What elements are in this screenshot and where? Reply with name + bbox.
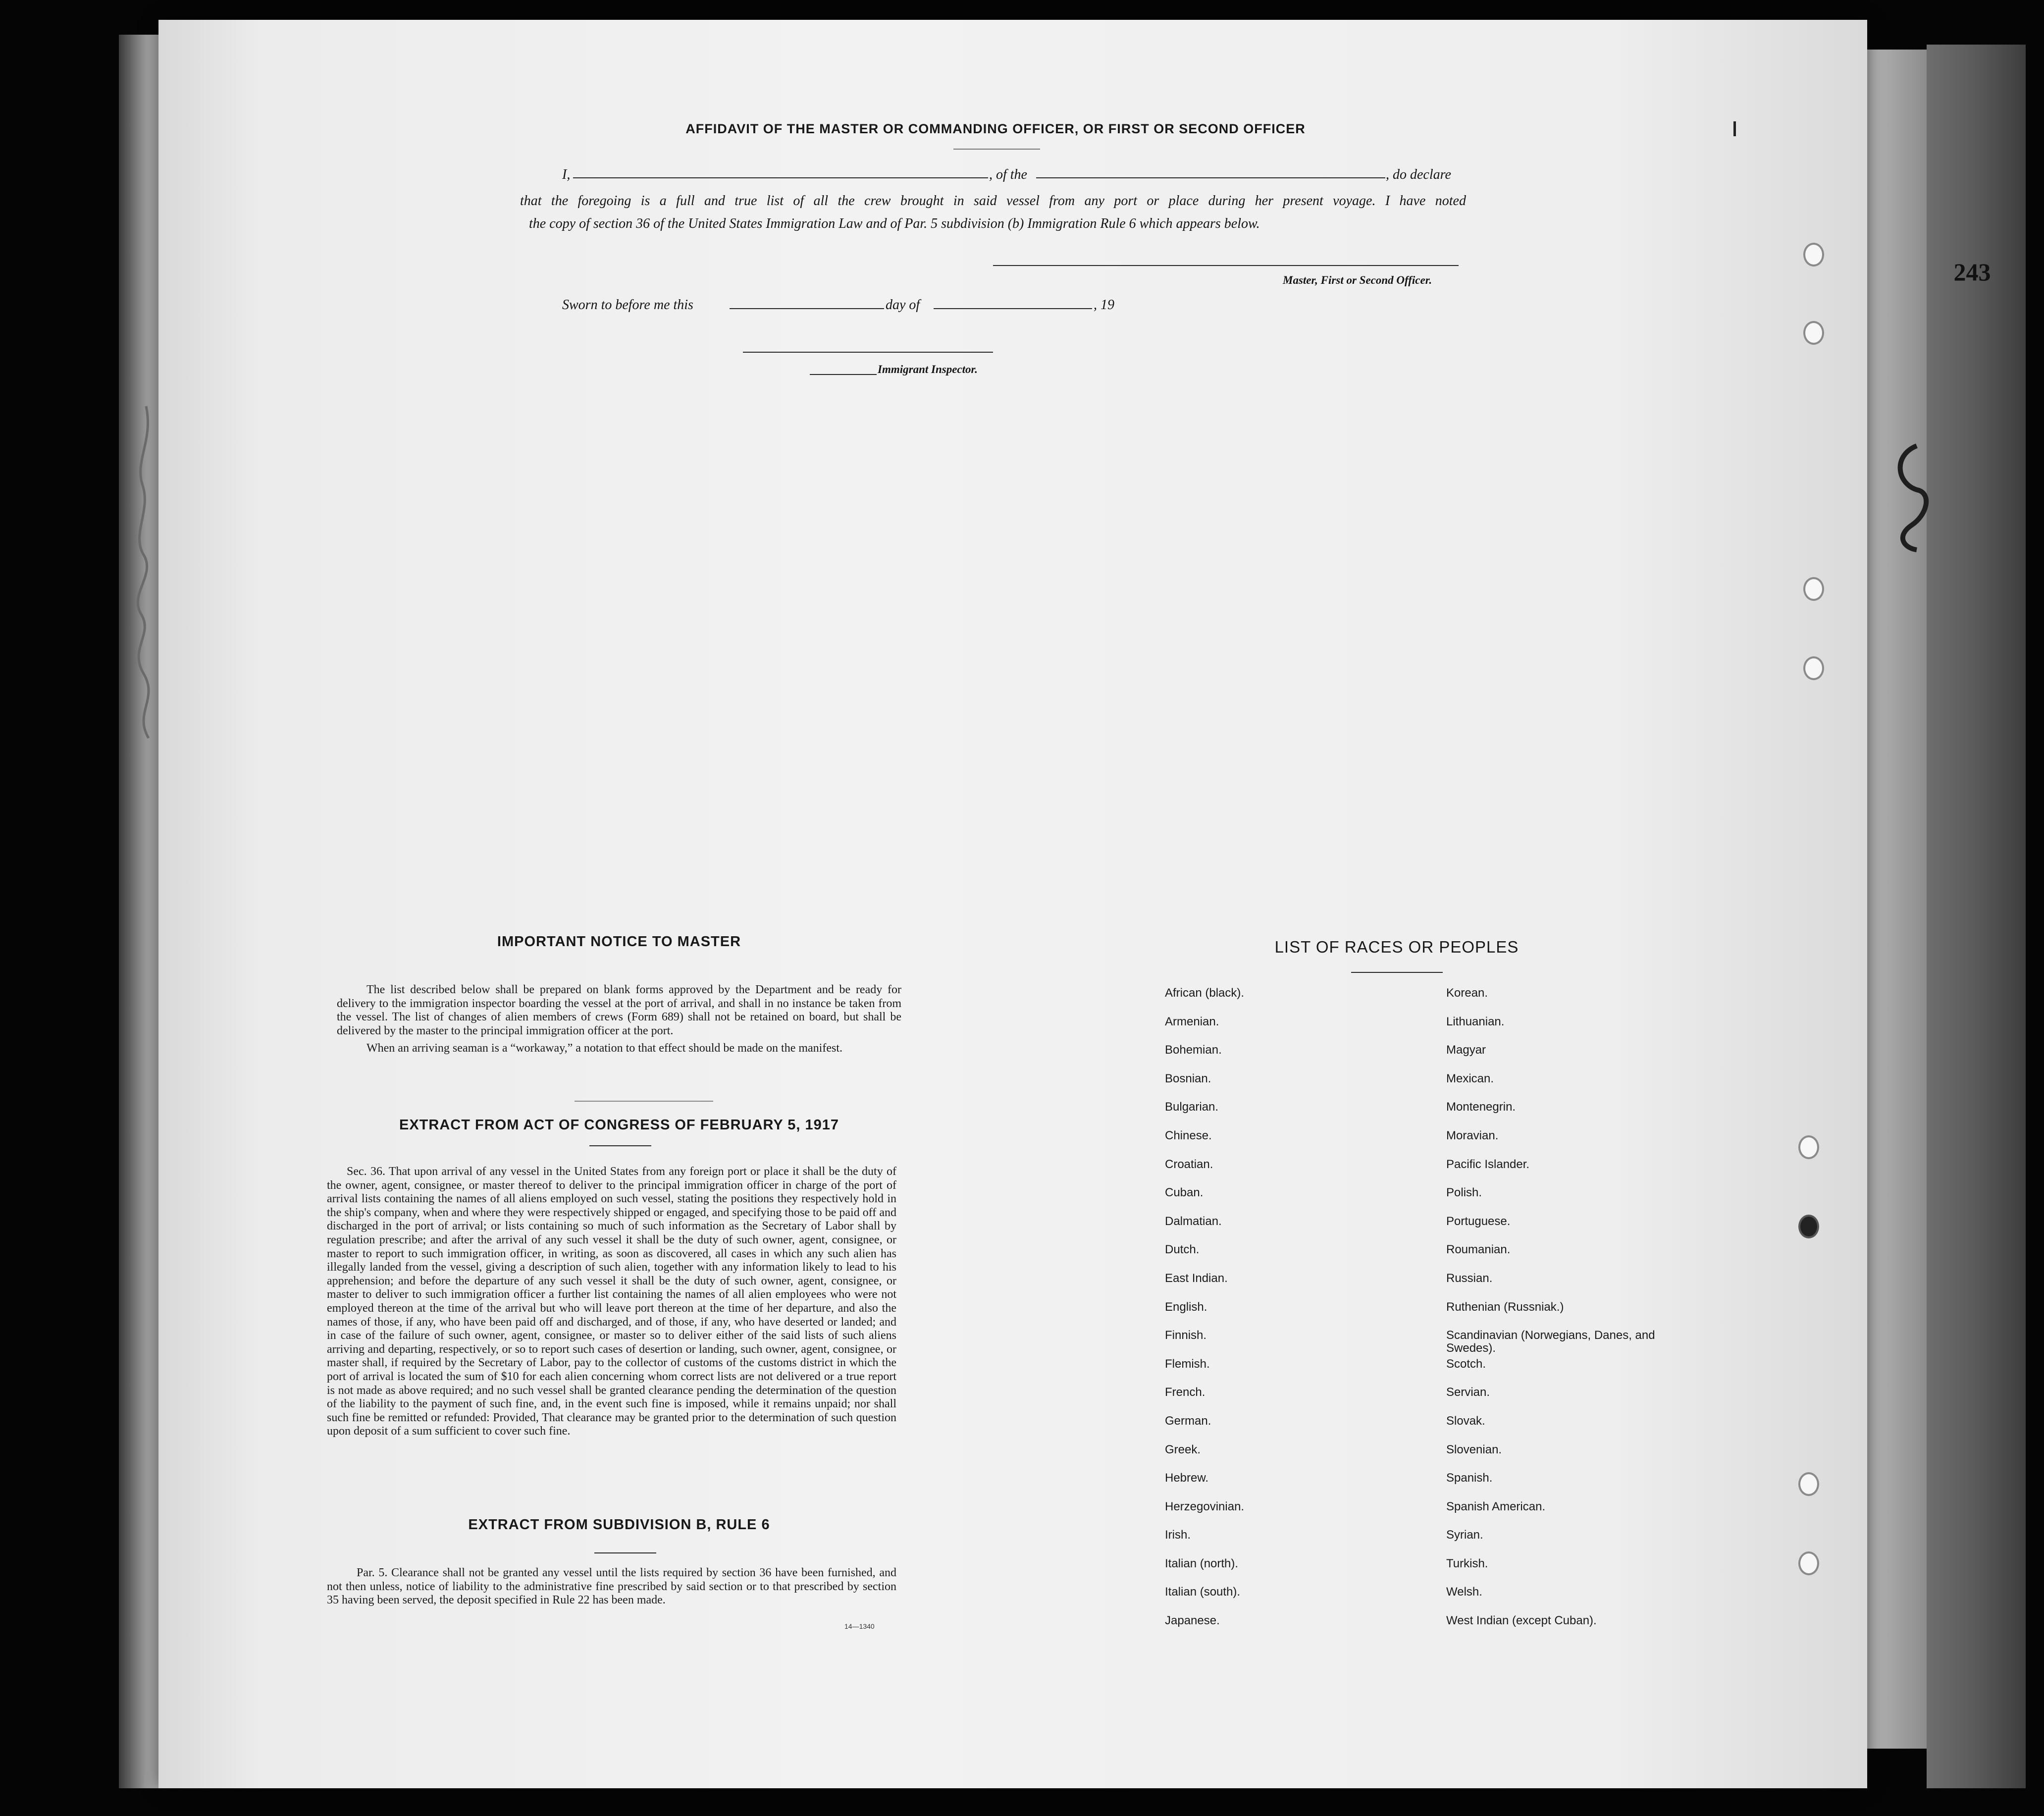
race-item: Portuguese. xyxy=(1446,1214,1511,1228)
left-binding-edge xyxy=(119,35,163,1788)
rule-extract-body xyxy=(327,1566,896,1607)
affidavit-line-2: that the foregoing is a full and true list of all the crew brought in said vessel from any port or place during her present voyage. I have noted xyxy=(520,193,1466,209)
race-item: Italian (south). xyxy=(1165,1585,1241,1599)
race-item: Korean. xyxy=(1446,986,1488,1000)
races-column-left xyxy=(1165,987,1353,1643)
race-item: Syrian. xyxy=(1446,1528,1483,1542)
tick-mark xyxy=(1733,121,1736,136)
race-item: Turkish. xyxy=(1446,1556,1488,1570)
handwritten-mark-icon xyxy=(1882,441,1937,555)
race-item: Slovenian. xyxy=(1446,1442,1502,1456)
race-item: Croatian. xyxy=(1165,1157,1213,1171)
notice-body xyxy=(337,983,901,1056)
act-extract-text: Sec. 36. That upon arrival of any vessel in the United States from any foreign port or place it shall be the duty of the owner, agent, consignee, or master thereof to deliver to the principal immigration officer in charge of the port of arrival lists containing the names of all aliens employed on such vessel, stating the positions they respectively hold in the ship's company, when and where they were respectively shipped or engaged, and specifying those to be paid off and discharged in the port of arrival; or lists containing so much of such information as the Secretary of Labor shall by regulation prescribe; and after the arrival of any such vessel it shall be the duty of such owner, agent, consignee, or master to report to such immigration officer, in writing, as soon as discovered, all cases in which any such alien has illegally landed from the vessel, giving a description of such alien, together with any information likely to lead to his apprehension; and before the departure of any such vessel it shall be the duty of such owner, agent, consignee, or master to deliver to such immigration officer a further list containing the names of all alien employees who were not employed thereon at the time of the arrival but who will leave port thereon at the time of her departure, and also the names of those, if any, who have been paid off and discharged, and of those, if any, who have deserted or landed; and in case of the failure of such owner, agent, consignee, or master so to deliver either of the said lists of such aliens arriving and departing, respectively, or so to report such cases of desertion or landing, such owner, agent, consignee, or master shall, if required by the Secretary of Labor, pay to the collector of customs of the customs district in which the port of arrival is located the sum of $10 for each alien concerning whom correct lists are not delivered or a true report is not made as above required; and no such vessel shall be granted clearance pending the determination of the question of the liability to the payment of such fine, and, in the event such fine is imposed, while it remains unpaid; nor shall such fine be remitted or refunded: Provided, That clearance may be granted prior to the determination of such question upon deposit of a sum sufficient to cover such fine. xyxy=(327,1165,896,1438)
margin-handwriting xyxy=(129,396,163,743)
binder-hole-icon xyxy=(1803,656,1824,680)
name-blank-line xyxy=(573,177,988,178)
act-title-rule xyxy=(589,1145,651,1146)
race-item: Greek. xyxy=(1165,1442,1201,1456)
race-item: Russian. xyxy=(1446,1271,1493,1285)
notice-paragraph-2: When an arriving seaman is a “workaway,” a notation to that effect should be made on the manifest. xyxy=(367,1042,842,1055)
race-item: Armenian. xyxy=(1165,1015,1219,1028)
act-extract-title: EXTRACT FROM ACT OF CONGRESS OF FEBRUARY 5, 1917 xyxy=(399,1117,839,1133)
races-title: LIST OF RACES OR PEOPLES xyxy=(1274,938,1519,956)
race-item: Chinese. xyxy=(1165,1128,1212,1142)
rule-extract-title: EXTRACT FROM SUBDIVISION B, RULE 6 xyxy=(468,1517,770,1533)
vessel-blank-line xyxy=(1036,177,1385,178)
race-item: Pacific Islander. xyxy=(1446,1157,1530,1171)
inspector-signature-line xyxy=(743,352,993,353)
affidavit-do-declare-label: , do declare xyxy=(1386,167,1451,182)
affidavit-of-the-label: , of the xyxy=(989,167,1027,182)
affidavit-title: AFFIDAVIT OF THE MASTER OR COMMANDING OFFICER, OR FIRST OR SECOND OFFICER xyxy=(685,121,1306,136)
race-item: Italian (north). xyxy=(1165,1556,1239,1570)
race-item: Flemish. xyxy=(1165,1357,1210,1371)
year-label: , 19 xyxy=(1094,297,1114,313)
binder-hole-icon xyxy=(1798,1472,1819,1496)
handwriting-scribble-icon xyxy=(129,396,163,743)
race-item: Spanish American. xyxy=(1446,1499,1546,1513)
binder-hole-icon xyxy=(1803,243,1824,267)
day-of-label: day of xyxy=(886,297,920,313)
rule-title-rule xyxy=(594,1552,656,1553)
race-item: Bohemian. xyxy=(1165,1043,1222,1057)
binder-hole-icon xyxy=(1803,321,1824,345)
binder-hole-icon xyxy=(1798,1135,1819,1159)
race-item: Welsh. xyxy=(1446,1585,1482,1599)
race-item: Dalmatian. xyxy=(1165,1214,1222,1228)
race-item: Lithuanian. xyxy=(1446,1015,1505,1028)
race-item: Montenegrin. xyxy=(1446,1100,1516,1114)
binder-hole-icon xyxy=(1803,577,1824,601)
race-item: Finnish. xyxy=(1165,1329,1207,1342)
race-item: English. xyxy=(1165,1300,1207,1314)
race-item: Polish. xyxy=(1446,1186,1482,1200)
race-item: Irish. xyxy=(1165,1528,1191,1542)
sworn-day-blank-line xyxy=(730,308,884,309)
title-rule xyxy=(953,149,1040,150)
rule-extract-text: Par. 5. Clearance shall not be granted any vessel until the lists required by section 36 have been furnished, and not then unless, notice of liability to the administrative fine prescribed by said section or to that prescribed by section 35 having been served, the deposit specified in Rule 22 has been made. xyxy=(327,1566,896,1607)
sheet-number: 243 xyxy=(1953,258,1991,286)
race-item: Scandinavian (Norwegians, Danes, and Swedes). xyxy=(1446,1329,1655,1355)
race-item: Bulgarian. xyxy=(1165,1100,1219,1114)
right-binding-edge xyxy=(1927,45,2026,1788)
signature-line xyxy=(993,265,1459,266)
race-item: Dutch. xyxy=(1165,1243,1200,1257)
race-item: Scotch. xyxy=(1446,1357,1486,1371)
race-item: German. xyxy=(1165,1414,1211,1428)
race-item: African (black). xyxy=(1165,986,1245,1000)
adjacent-page-edge xyxy=(1867,50,1927,1749)
race-item: Spanish. xyxy=(1446,1471,1493,1485)
act-extract-body xyxy=(327,1165,896,1439)
race-item: Bosnian. xyxy=(1165,1071,1211,1085)
races-title-rule xyxy=(1351,972,1443,973)
sworn-label: Sworn to before me this xyxy=(562,297,693,313)
binder-hole-icon xyxy=(1798,1551,1819,1575)
notice-title: IMPORTANT NOTICE TO MASTER xyxy=(497,934,741,950)
race-item: Hebrew. xyxy=(1165,1471,1209,1485)
notice-divider xyxy=(575,1101,713,1102)
race-item: Servian. xyxy=(1446,1386,1490,1399)
race-item: East Indian. xyxy=(1165,1271,1228,1285)
notice-paragraph-1: The list described below shall be prepared on blank forms approved by the Department and be ready for delivery to the immigration inspector boarding the vessel at the port of arrival, and shall in no instance be taken from the vessel. The list of changes of alien members of crews (Form 689) shall not be retained on board, but shall be delivered by the master to the principal immigration officer at the port. xyxy=(337,983,901,1037)
affidavit-i-label: I, xyxy=(562,167,571,182)
race-item: Cuban. xyxy=(1165,1186,1204,1200)
race-item: Ruthenian (Russniak.) xyxy=(1446,1300,1564,1314)
race-item: Magyar xyxy=(1446,1043,1486,1057)
inspector-caption: Immigrant Inspector. xyxy=(878,363,978,375)
race-item: Japanese. xyxy=(1165,1614,1220,1628)
race-item: Moravian. xyxy=(1446,1128,1499,1142)
race-item: Herzegovinian. xyxy=(1165,1499,1245,1513)
race-item: French. xyxy=(1165,1386,1205,1399)
form-number: 14—1340 xyxy=(844,1622,875,1630)
race-item: Mexican. xyxy=(1446,1071,1494,1085)
race-item: West Indian (except Cuban). xyxy=(1446,1614,1597,1628)
affidavit-line-3: the copy of section 36 of the United States Immigration Law and of Par. 5 subdivision (b) Immigration Rule 6 which appears below. xyxy=(529,216,1260,231)
binder-hole-icon xyxy=(1798,1215,1819,1238)
race-item: Slovak. xyxy=(1446,1414,1485,1428)
inspector-short-line xyxy=(810,374,877,375)
sworn-month-blank-line xyxy=(934,308,1092,309)
races-column-right xyxy=(1446,987,1659,1643)
signature-caption: Master, First or Second Officer. xyxy=(1283,274,1432,286)
race-item: Roumanian. xyxy=(1446,1243,1511,1257)
